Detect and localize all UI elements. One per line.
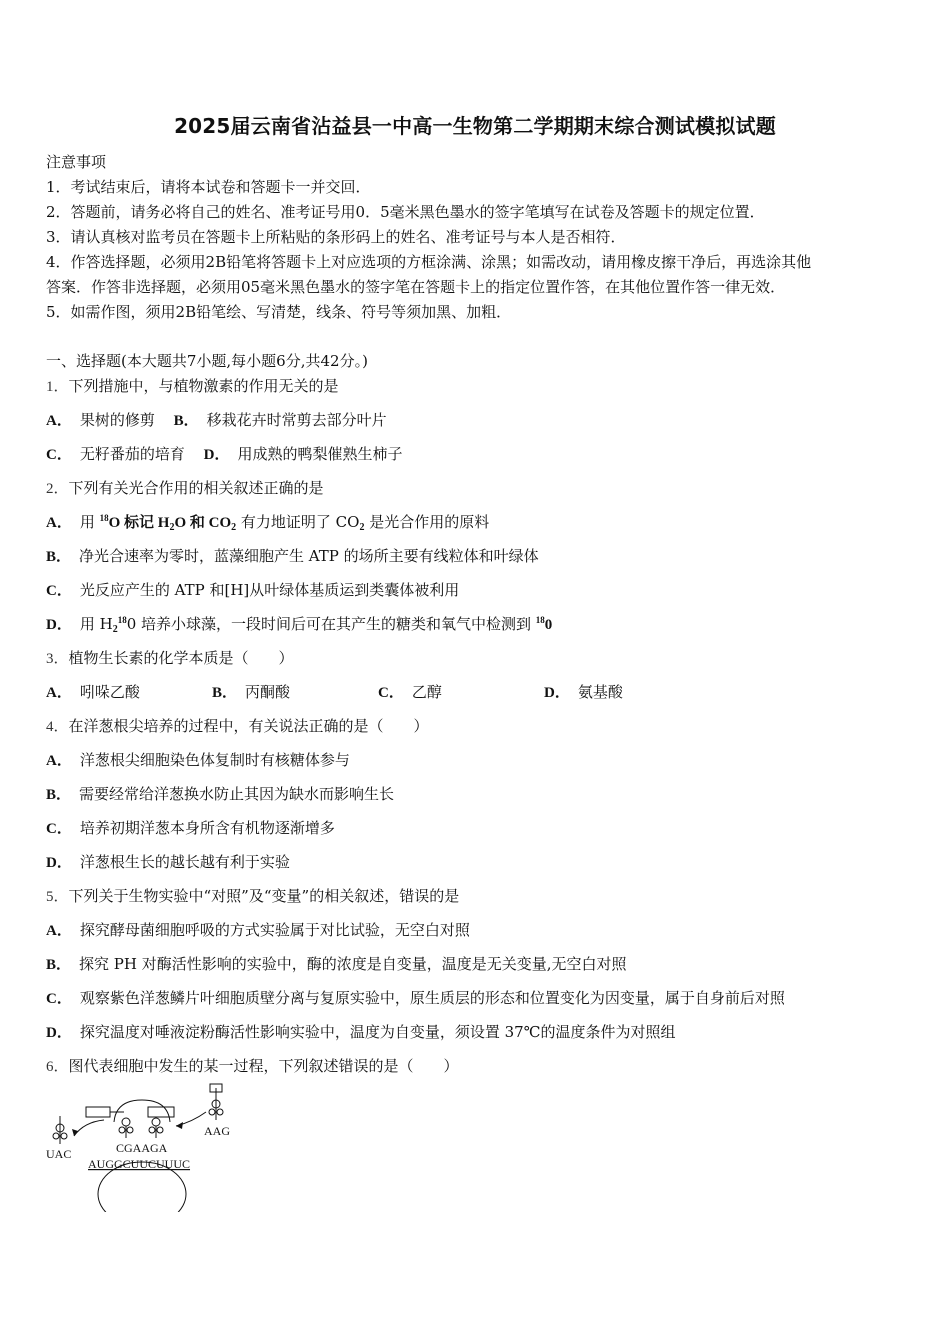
subscript: 2 xyxy=(169,522,175,533)
option-b-text: 净光合速率为零时，蓝藻细胞产生 ATP 的场所主要有线粒体和叶绿体 xyxy=(79,547,539,565)
question-stem: 下列关于生物实验中“对照”及“变量”的相关叙述，错误的是 xyxy=(68,887,460,905)
notice-item: 答案．作答非选择题，必须用05毫米黑色墨水的签字笔在答题卡上的指定位置作答，在其他位置作答一律无效． xyxy=(46,278,786,296)
question-number: 5． xyxy=(46,889,69,905)
option-d xyxy=(544,682,710,703)
option-text: 洋葱根尖细胞染色体复制时有核糖体参与 xyxy=(79,751,350,769)
option-text: 培养初期洋葱本身所含有机物逐渐增多 xyxy=(79,819,335,837)
trna-bound-2 xyxy=(149,1118,163,1138)
q5-option-d xyxy=(46,1022,675,1043)
option-label: C． xyxy=(46,991,72,1007)
option-label: A． xyxy=(46,685,72,701)
option-label: B． xyxy=(46,549,72,565)
option-text: 吲哚乙酸 xyxy=(79,683,140,701)
option-b: 移栽花卉时常剪去部分叶片 xyxy=(206,411,387,429)
question-number: 4． xyxy=(46,719,69,735)
arrow-head xyxy=(176,1122,183,1129)
text-run: O 标记 H xyxy=(108,515,170,531)
text-run: 用 xyxy=(79,513,100,531)
option-text: 洋葱根生长的越长越有利于实验 xyxy=(79,853,290,871)
question-stem: 下列有关光合作用的相关叙述正确的是 xyxy=(68,479,324,497)
option-text: 乙醇 xyxy=(411,683,442,701)
amino-acid-box xyxy=(148,1107,174,1117)
trna-bound-1 xyxy=(119,1118,133,1138)
exit-arrow xyxy=(74,1120,104,1136)
option-a-text xyxy=(80,513,489,531)
option-a: 果树的修剪 xyxy=(79,411,155,429)
q1-options-ab xyxy=(46,410,387,431)
question-6 xyxy=(46,1056,459,1077)
option-c xyxy=(378,682,544,703)
option-a xyxy=(46,682,212,703)
question-stem: 下列措施中，与植物激素的作用无关的是 xyxy=(68,377,339,395)
text-run: 0 培养小球藻，一段时间后可在其产生的糖类和氧气中检测到 xyxy=(126,615,536,633)
option-text: 丙酮酸 xyxy=(245,683,291,701)
page-title: 2025届云南省沾益县一中高一生物第二学期期末综合测试模拟试题 xyxy=(174,114,776,138)
option-label: C． xyxy=(46,447,72,463)
trna-entering xyxy=(209,1084,223,1120)
q2-option-d xyxy=(46,614,552,635)
bound-anticodons-label: CGAAGA xyxy=(116,1141,168,1155)
q2-option-b xyxy=(46,546,539,567)
option-text: 氨基酸 xyxy=(577,683,623,701)
option-label: B． xyxy=(212,685,238,701)
option-text: 需要经常给洋葱换水防止其因为缺水而影响生长 xyxy=(79,785,395,803)
text-run: 用 H xyxy=(79,615,113,633)
option-label: A． xyxy=(46,753,72,769)
q2-option-c xyxy=(46,580,459,601)
text-run: 有力地证明了 CO xyxy=(236,513,360,531)
question-number: 3． xyxy=(46,651,69,667)
question-5 xyxy=(46,886,459,907)
trna-leaving xyxy=(53,1116,67,1144)
q2-option-a xyxy=(46,512,489,533)
superscript: 18 xyxy=(535,615,545,625)
q5-option-a xyxy=(46,920,470,941)
option-label: A． xyxy=(46,923,72,939)
option-label: D． xyxy=(46,855,72,871)
option-label: A． xyxy=(46,515,72,531)
anticodon-right-label: AAG xyxy=(204,1124,230,1138)
option-label: C． xyxy=(378,685,404,701)
question-3 xyxy=(46,648,294,669)
option-label: B． xyxy=(173,413,199,429)
option-label: D． xyxy=(203,447,230,463)
question-2 xyxy=(46,478,324,499)
q4-option-c xyxy=(46,818,335,839)
amino-acid-box xyxy=(86,1107,110,1117)
notice-heading: 注意事项 xyxy=(46,153,107,171)
q1-options-cd xyxy=(46,444,403,465)
option-d-text xyxy=(80,615,552,633)
option-text: 观察紫色洋葱鳞片叶细胞质壁分离与复原实验中，原生质层的形态和位置变化为因变量，属于自身前后对照 xyxy=(79,989,785,1007)
option-label: C． xyxy=(46,583,72,599)
translation-diagram xyxy=(44,1082,244,1212)
option-c-text: 光反应产生的 ATP 和[H]从叶绿体基质运到类囊体被利用 xyxy=(79,581,460,599)
notice-item: 1．考试结束后，请将本试卷和答题卡一并交回． xyxy=(46,178,371,196)
question-number: 1． xyxy=(46,379,69,395)
q3-options xyxy=(46,682,710,703)
anticodon-left-label: UAC xyxy=(46,1147,72,1161)
q5-option-c xyxy=(46,988,785,1009)
text-run: O 和 CO xyxy=(174,515,232,531)
option-c: 无籽番茄的培育 xyxy=(79,445,185,463)
mrna-sequence-label: AUGGCUUCUUUC xyxy=(88,1157,191,1171)
q4-option-d xyxy=(46,852,290,873)
option-text: 探究酵母菌细胞呼吸的方式实验属于对比试验，无空白对照 xyxy=(79,921,470,939)
question-1 xyxy=(46,376,339,397)
q5-option-b xyxy=(46,954,627,975)
option-text: 探究 PH 对酶活性影响的实验中，酶的浓度是自变量，温度是无关变量,无空白对照 xyxy=(79,955,627,973)
notice-item: 3．请认真核对监考员在答题卡上所粘贴的条形码上的姓名、准考证号与本人是否相符． xyxy=(46,228,626,246)
option-d: 用成熟的鸭梨催熟生柿子 xyxy=(237,445,403,463)
option-label: B． xyxy=(46,957,72,973)
option-label: B． xyxy=(46,787,72,803)
ribosome-large-subunit xyxy=(114,1100,170,1122)
option-b xyxy=(212,682,378,703)
option-label: D． xyxy=(46,617,72,633)
question-number: 6． xyxy=(46,1059,69,1075)
q4-option-a xyxy=(46,750,350,771)
question-stem: 在洋葱根尖培养的过程中，有关说法正确的是（ ） xyxy=(68,717,429,735)
option-label: D． xyxy=(46,1025,72,1041)
notice-item: 5．如需作图，须用2B铅笔绘、写清楚，线条、符号等须加黑、加粗． xyxy=(46,303,512,321)
question-stem: 图代表细胞中发生的某一过程，下列叙述错误的是（ ） xyxy=(68,1057,459,1075)
option-label: A． xyxy=(46,413,72,429)
question-stem: 植物生长素的化学本质是（ ） xyxy=(68,649,294,667)
question-number: 2． xyxy=(46,481,69,497)
notice-item: 2．答题前，请务必将自己的姓名、准考证号用0．5毫米黑色墨水的签字笔填写在试卷及答题卡的规定位置． xyxy=(46,203,765,221)
subscript: 2 xyxy=(359,522,365,533)
subscript: 2 xyxy=(231,522,237,533)
superscript: 18 xyxy=(99,513,109,523)
superscript: 18 xyxy=(117,615,127,625)
section-heading: 一、选择题(本大题共7小题,每小题6分,共42分。) xyxy=(46,352,368,370)
option-text: 探究温度对唾液淀粉酶活性影响实验中，温度为自变量，须设置 37℃的温度条件为对照组 xyxy=(79,1023,676,1041)
text-run: 是光合作用的原料 xyxy=(364,513,490,531)
subscript: 2 xyxy=(112,624,118,635)
question-4 xyxy=(46,716,429,737)
option-label: C． xyxy=(46,821,72,837)
q4-option-b xyxy=(46,784,394,805)
notice-item: 4．作答选择题，必须用2B铅笔将答题卡上对应选项的方框涂满、涂黑；如需改动，请用橡皮擦干净后，再选涂其他 xyxy=(46,253,812,271)
option-label: D． xyxy=(544,685,570,701)
text-run: 0 xyxy=(544,617,553,633)
